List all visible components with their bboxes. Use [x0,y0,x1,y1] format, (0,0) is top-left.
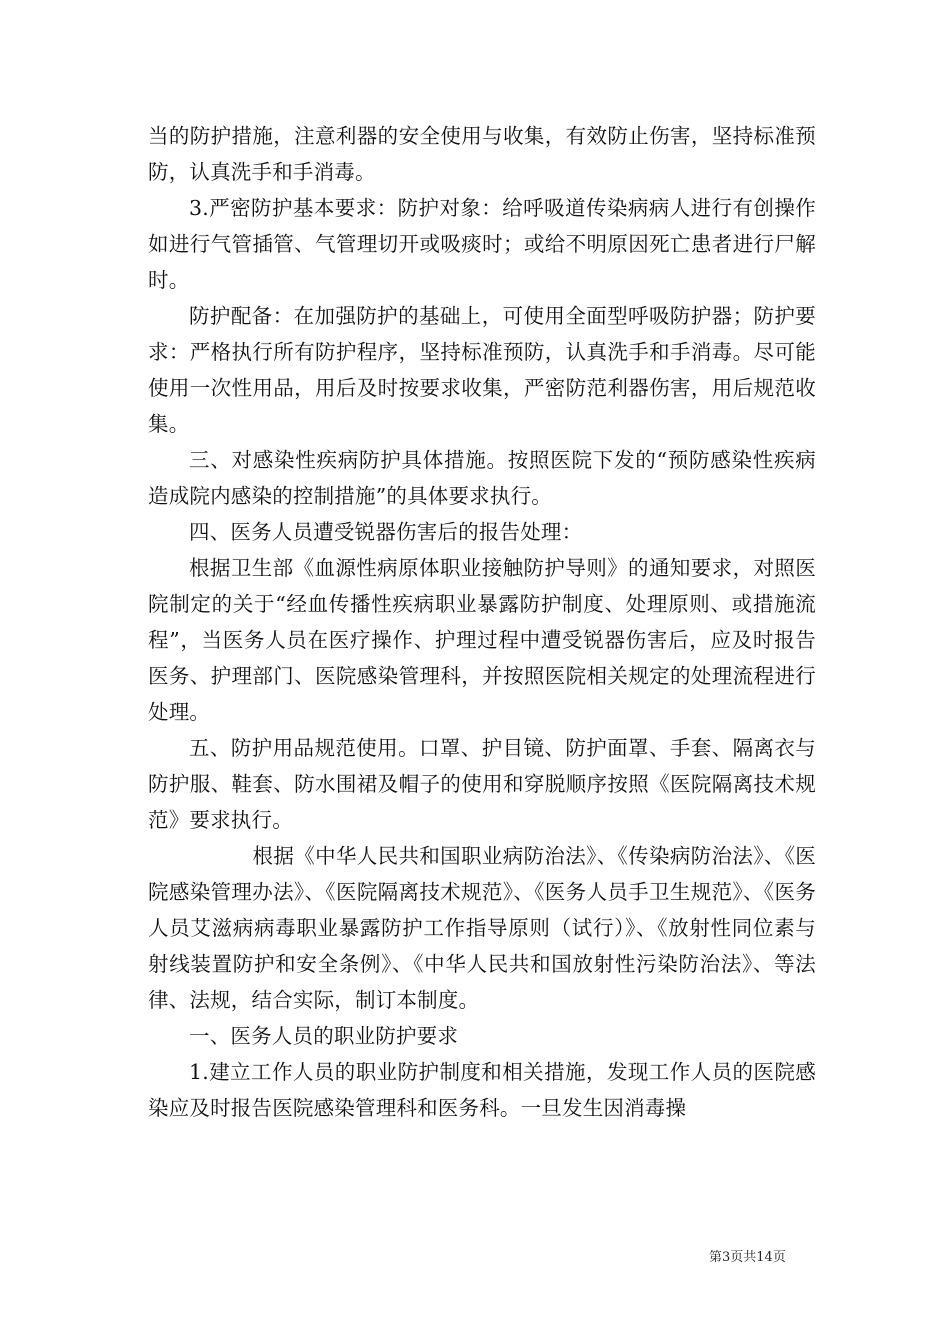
paragraph-item-one: 1.建立工作人员的职业防护制度和相关措施，发现工作人员的医院感染应及时报告医院感染管理科和医务科。一旦发生因消毒操 [148,1060,816,1120]
paragraph-continuation: 当的防护措施，注意利器的安全使用与收集，有效防止伤害，坚持标准预防，认真洗手和手消毒。 [148,124,816,184]
page-number: 第3页共14页 [709,1250,786,1265]
paragraph-strict-protection: 3.严密防护基本要求：防护对象：给呼吸道传染病病人进行有创操作如进行气管插管、气管理切开或吸痰时；或给不明原因死亡患者进行尸解时。 [148,196,816,292]
paragraph-section-three: 三、对感染性疾病防护具体措施。按照医院下发的“预防感染性疾病造成院内感染的控制措施”的具体要求执行。 [148,448,816,508]
paragraph-legal-basis: 根据《中华人民共和国职业病防治法》、《传染病防治法》、《医院感染管理办法》、《医院隔离技术规范》、《医务人员手卫生规范》、《医务人员艾滋病病毒职业暴露防护工作指导原则（试行）》、《放射性同位素与射线装置防护和安全条例》、《中华人民共和国放射性污染防治法》、等法律、法规，结合实际，制订本制度。 [148,844,816,1012]
heading-section-one: 一、医务人员的职业防护要求 [189,1024,459,1048]
paragraph-section-four-heading: 四、医务人员遭受锐器伤害后的报告处理： [189,520,583,544]
paragraph-protection-equipment: 防护配备：在加强防护的基础上，可使用全面型呼吸防护器；防护要求：严格执行所有防护程序，坚持标准预防，认真洗手和手消毒。尽可能使用一次性用品，用后及时按要求收集，严密防范利器伤害，用后规范收集。 [148,304,816,436]
paragraph-section-four-body: 根据卫生部《血源性病原体职业接触防护导则》的通知要求，对照医院制定的关于“经血传播性疾病职业暴露防护制度、处理原则、或措施流程”，当医务人员在医疗操作、护理过程中遭受锐器伤害后，应及时报告医务、护理部门、医院感染管理科，并按照医院相关规定的处理流程进行处理。 [148,556,816,724]
paragraph-section-five: 五、防护用品规范使用。口罩、护目镜、防护面罩、手套、隔离衣与防护服、鞋套、防水围裙及帽子的使用和穿脱顺序按照《医院隔离技术规范》要求执行。 [148,736,816,832]
body-text [148,118,816,1126]
